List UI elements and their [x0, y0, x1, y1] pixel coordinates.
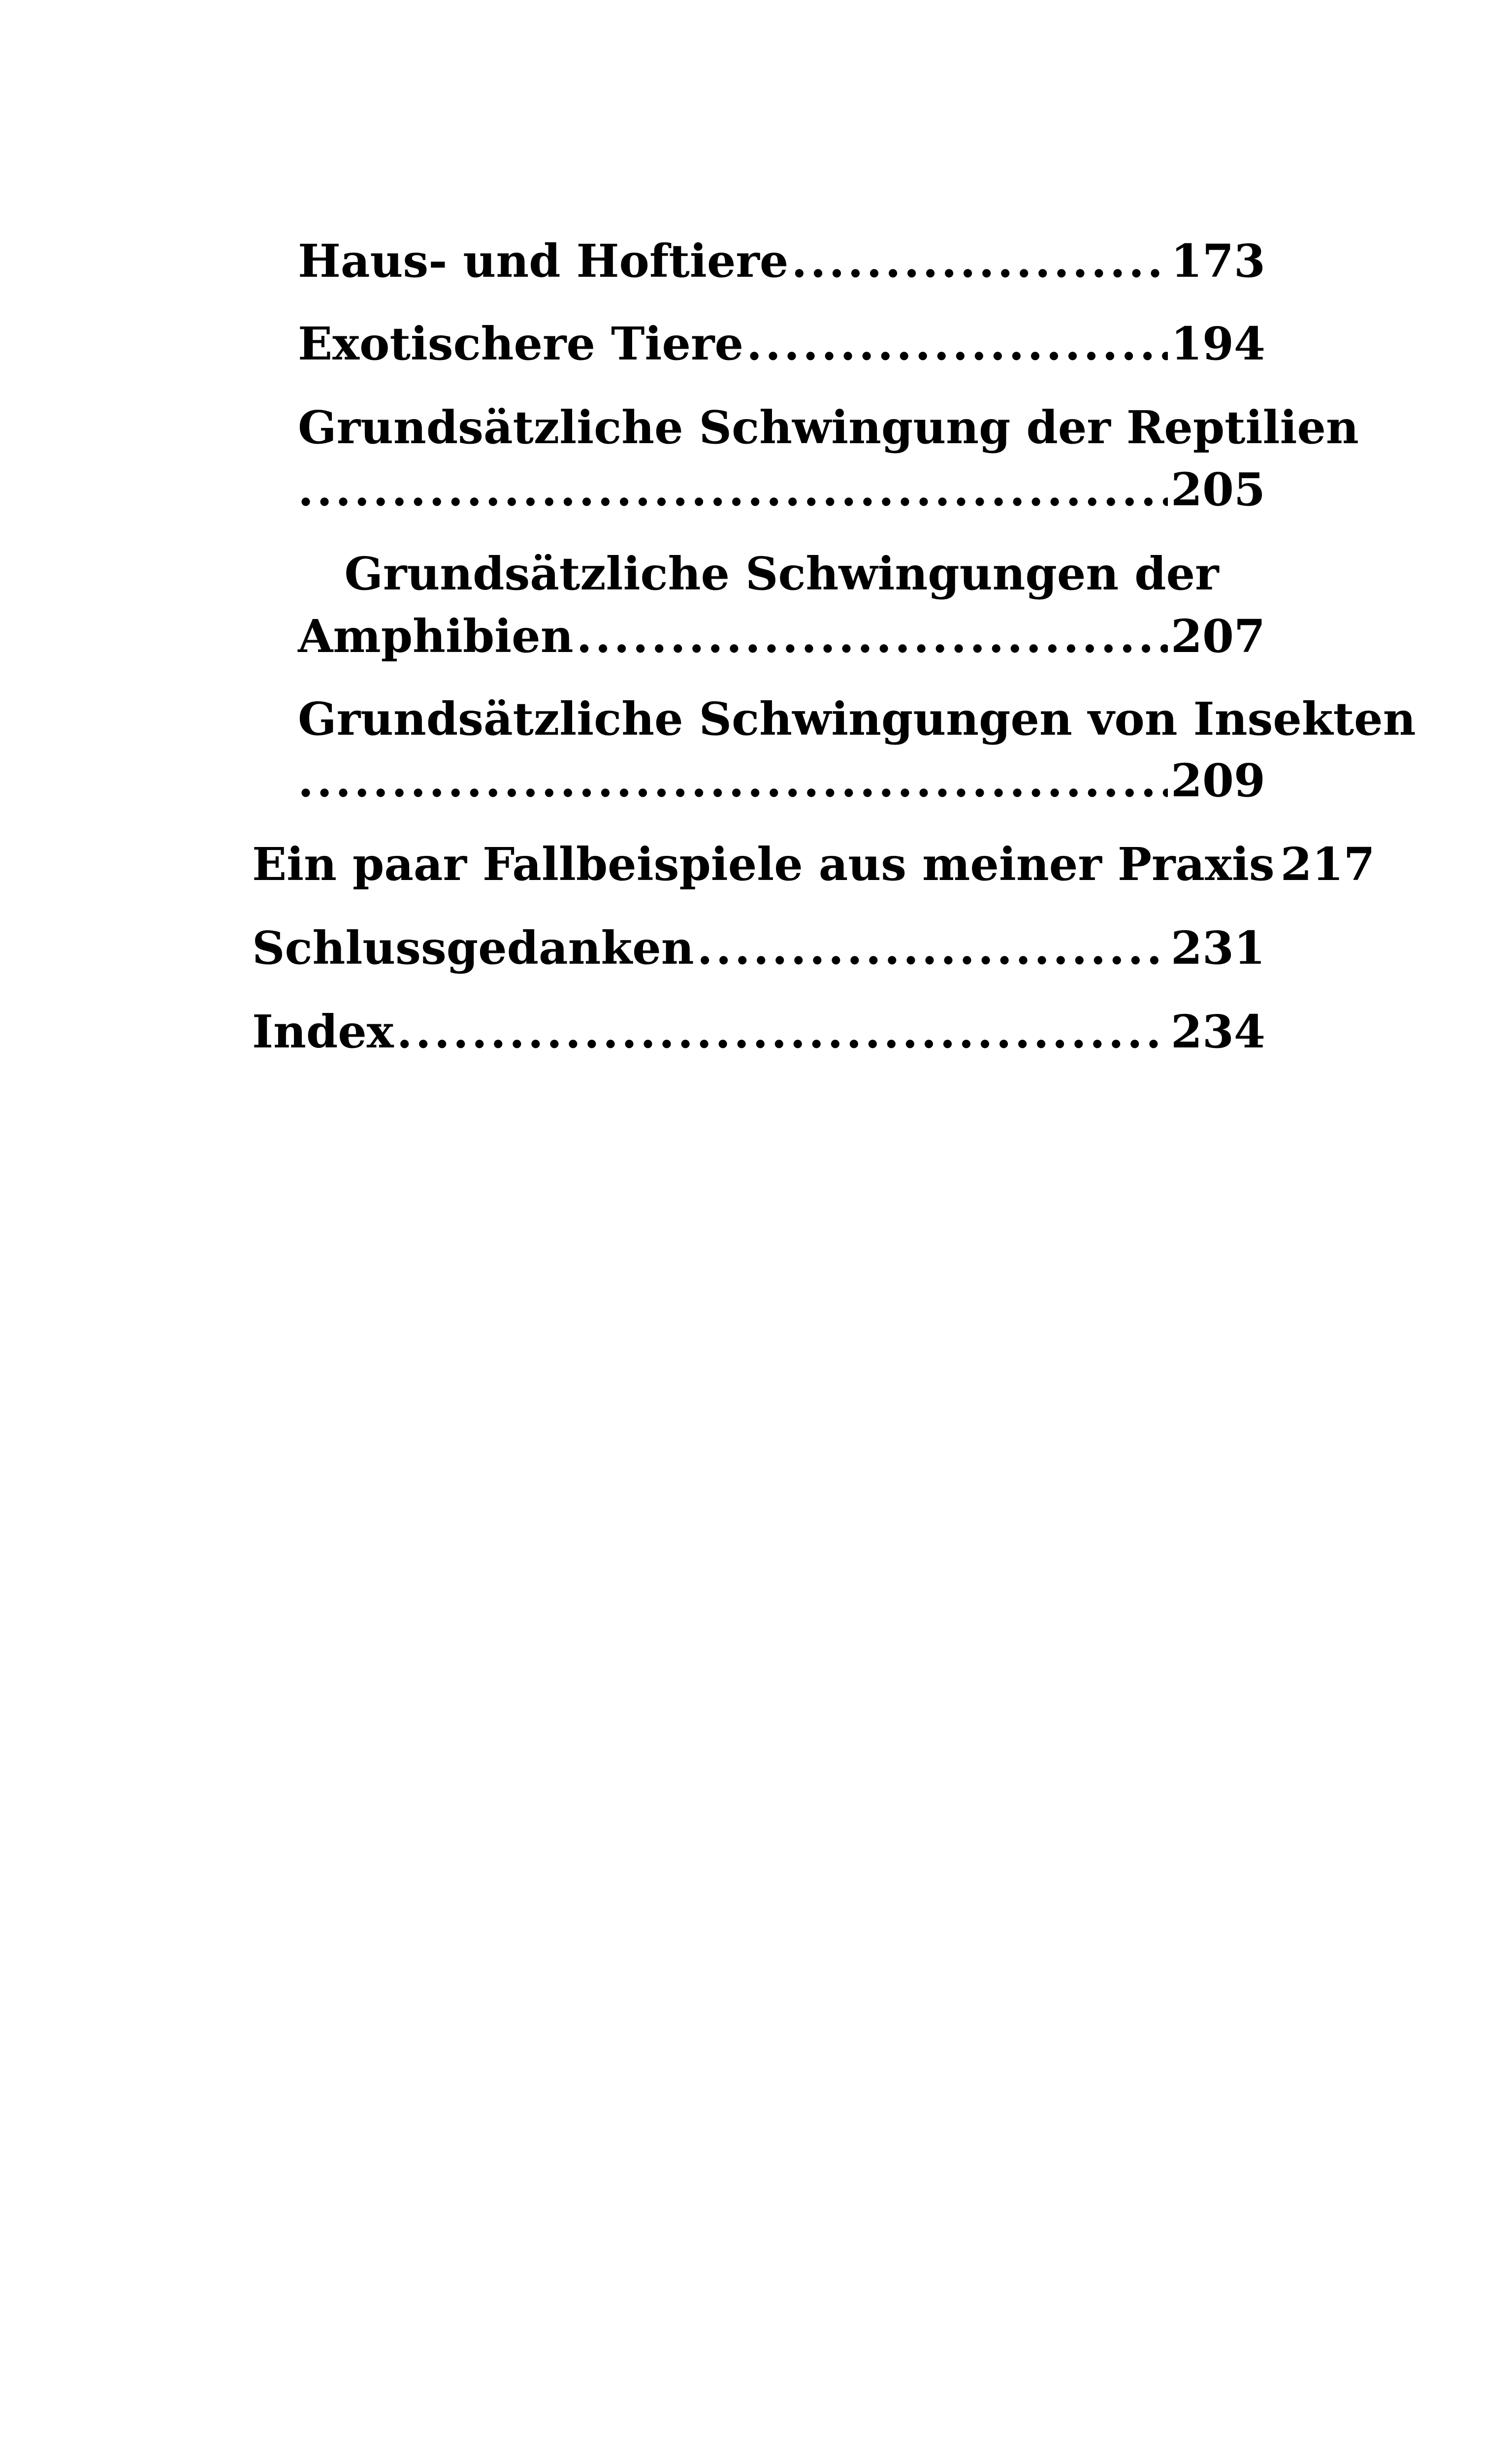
- toc-entry-leader-row: [298, 455, 1265, 524]
- toc-entry-haus-und-hoftiere[interactable]: [298, 227, 1265, 295]
- toc-entry-title-line2: Amphibien: [298, 610, 574, 663]
- toc-entry-title-row: [298, 602, 1265, 671]
- toc-entry-page: 207: [1170, 610, 1265, 663]
- dot-leader: [298, 746, 1168, 815]
- dot-leader: [397, 997, 1168, 1066]
- toc-entry-page: 205: [1170, 463, 1265, 516]
- dot-leader: [791, 227, 1168, 295]
- toc-entry-page: 194: [1170, 317, 1265, 370]
- dot-leader: [746, 309, 1168, 378]
- toc-entry-title: Ein paar Fallbeispiele aus meiner Praxis: [252, 838, 1275, 891]
- dot-leader: [697, 913, 1168, 982]
- toc-entry-page: 217: [1280, 838, 1375, 891]
- toc-entry-page: 209: [1170, 754, 1265, 807]
- toc-entry-leader-row: [298, 746, 1265, 815]
- toc-entry-exotischere-tiere[interactable]: [298, 309, 1265, 378]
- toc-entry-title-line1: Grundsätzliche Schwingungen der: [344, 547, 1219, 600]
- toc-entry-page: 173: [1170, 234, 1265, 288]
- toc-entry-page: 234: [1170, 1005, 1265, 1058]
- toc-entry-title: Exotischere Tiere: [298, 317, 743, 370]
- toc-entry-title: Grundsätzliche Schwingungen von Insekten: [298, 692, 1416, 746]
- toc-entry-title: Index: [252, 1005, 394, 1058]
- dot-leader: [298, 455, 1168, 524]
- toc-entry-title: Haus- und Hoftiere: [298, 234, 789, 288]
- toc-entry-title: Grundsätzliche Schwingung der Reptilien: [298, 401, 1359, 454]
- toc-entry-page: 231: [1170, 921, 1265, 975]
- toc-entry-index[interactable]: [252, 997, 1265, 1066]
- toc-entry-title: Schlussgedanken: [252, 921, 694, 975]
- toc-entry-schlussgedanken[interactable]: [252, 913, 1265, 982]
- toc-entry-fallbeispiele[interactable]: [252, 830, 1375, 899]
- dot-leader: [577, 602, 1168, 671]
